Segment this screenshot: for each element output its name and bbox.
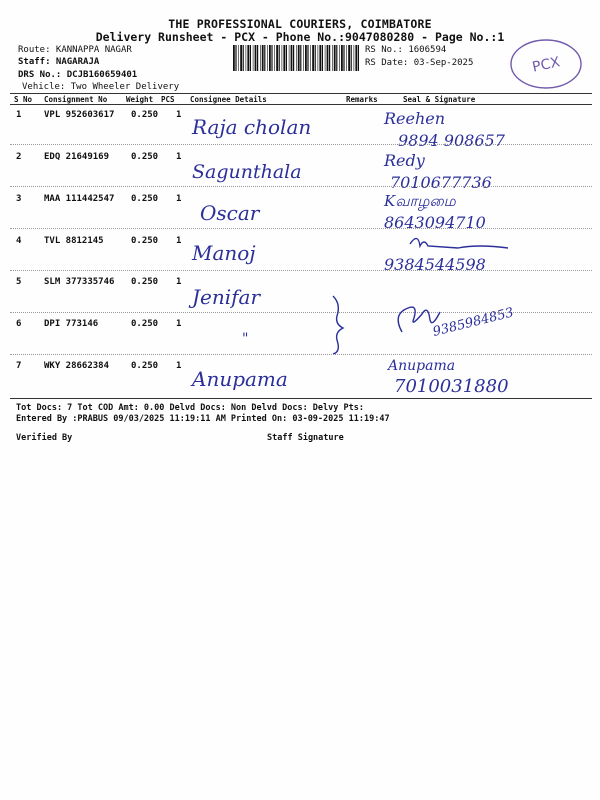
svg-text:Jenifar: Jenifar xyxy=(192,285,261,309)
row-1-weight: 0.250 xyxy=(131,110,159,120)
barcode-bar xyxy=(260,45,261,71)
barcode-bar xyxy=(269,45,271,71)
barcode-bar xyxy=(343,45,344,71)
row-5-pcs: 1 xyxy=(176,277,182,287)
table-bottom-rule xyxy=(10,398,592,399)
row-7-consignment: WKY 28662384 xyxy=(44,361,110,371)
verified-by-label: Verified By xyxy=(16,433,73,443)
row-divider xyxy=(10,186,592,187)
barcode-bar xyxy=(348,45,350,71)
row-4-consignee-handwriting xyxy=(186,236,346,270)
barcode-bar xyxy=(286,45,287,71)
row-2-sno: 2 xyxy=(16,152,22,162)
barcode-bar xyxy=(267,45,268,71)
staff-signature-label: Staff Signature xyxy=(267,433,344,443)
barcode-bar xyxy=(246,45,247,71)
row-3-weight: 0.250 xyxy=(131,194,159,204)
svg-text:": " xyxy=(242,331,249,347)
svg-text:Redy: Redy xyxy=(384,151,425,170)
row-1-pcs: 1 xyxy=(176,110,182,120)
barcode-bar xyxy=(339,45,340,71)
col-header-consignee: Consignee Details xyxy=(190,95,267,104)
col-header-sno: S No xyxy=(14,95,33,104)
staff-label: Staff: NAGARAJA xyxy=(18,57,100,67)
svg-text:Raja cholan: Raja cholan xyxy=(192,115,312,139)
barcode-bar xyxy=(264,45,265,71)
barcode-bar xyxy=(247,45,249,71)
drs-number: DRS No.: DCJB160659401 xyxy=(18,70,138,80)
row-3-consignee-handwriting xyxy=(186,196,346,230)
table-top-rule xyxy=(10,93,592,94)
row-3-sno: 3 xyxy=(16,194,22,204)
row-2-consignment: EDQ 21649169 xyxy=(44,152,110,162)
row-4-sno: 4 xyxy=(16,236,22,246)
svg-text:9384544598: 9384544598 xyxy=(384,255,486,274)
barcode-bar xyxy=(305,45,307,71)
svg-text:Kவாழமை: Kவாழமை xyxy=(384,192,456,210)
col-header-remarks: Remarks xyxy=(346,95,378,104)
svg-text:8643094710: 8643094710 xyxy=(384,213,486,232)
barcode-bar xyxy=(341,45,343,71)
brace-mark xyxy=(325,292,355,356)
row-5-6-signature xyxy=(390,280,560,350)
row-2-consignee-handwriting xyxy=(186,154,346,188)
barcode xyxy=(233,45,361,71)
rs-number: RS No.: 1606594 xyxy=(365,45,447,55)
row-7-consignee-handwriting xyxy=(186,362,346,396)
svg-text:Reehen: Reehen xyxy=(384,109,446,128)
row-3-consignment: MAA 111442547 xyxy=(44,194,115,204)
svg-text:Oscar: Oscar xyxy=(200,201,260,225)
barcode-bar xyxy=(240,45,242,71)
col-header-seal-signature: Seal & Signature xyxy=(403,95,476,104)
barcode-bar xyxy=(238,45,239,71)
barcode-bar xyxy=(310,45,311,71)
row-2-weight: 0.250 xyxy=(131,152,159,162)
row-6-sno: 6 xyxy=(16,319,22,329)
barcode-bar xyxy=(318,45,319,71)
table-header-rule xyxy=(10,104,592,105)
barcode-bar xyxy=(354,45,355,71)
col-header-consignment: Consignment No xyxy=(44,95,108,104)
barcode-bar xyxy=(293,45,294,71)
barcode-bar xyxy=(255,45,257,71)
barcode-bar xyxy=(300,45,301,71)
row-4-consignment: TVL 8812145 xyxy=(44,236,104,246)
row-7-pcs: 1 xyxy=(176,361,182,371)
barcode-bar xyxy=(289,45,290,71)
barcode-bar xyxy=(235,45,236,71)
barcode-bar xyxy=(296,45,297,71)
pcx-stamp xyxy=(508,38,584,90)
barcode-bar xyxy=(303,45,304,71)
entered-by-line: Entered By :PRABUS 09/03/2025 11:19:11 AM Printed On: 03-09-2025 11:19:47 xyxy=(16,414,390,424)
row-7-sno: 7 xyxy=(16,361,22,371)
barcode-bar xyxy=(271,45,272,71)
route-label: Route: KANNAPPA NAGAR xyxy=(18,45,132,55)
barcode-bar xyxy=(332,45,333,71)
row-5-sno: 5 xyxy=(16,277,22,287)
vehicle-label: Vehicle: Two Wheeler Delivery xyxy=(22,82,180,92)
row-1-consignment: VPL 952603617 xyxy=(44,110,115,120)
barcode-bar xyxy=(315,45,316,71)
barcode-bar xyxy=(319,45,321,71)
col-header-pcs: PCS xyxy=(161,95,175,104)
barcode-bar xyxy=(325,45,326,71)
svg-text:Sagunthala: Sagunthala xyxy=(192,161,302,183)
barcode-bar xyxy=(243,45,244,71)
row-5-consignee-handwriting xyxy=(186,280,346,314)
barcode-bar xyxy=(262,45,264,71)
barcode-bar xyxy=(336,45,337,71)
row-6-consignment: DPI 773146 xyxy=(44,319,99,329)
row-1-consignee-handwriting xyxy=(186,110,346,144)
barcode-bar xyxy=(322,45,323,71)
row-1-sno: 1 xyxy=(16,110,22,120)
row-7-weight: 0.250 xyxy=(131,361,159,371)
svg-text:9385984853: 9385984853 xyxy=(431,305,516,340)
row-5-weight: 0.250 xyxy=(131,277,159,287)
row-6-weight: 0.250 xyxy=(131,319,159,329)
barcode-bar xyxy=(250,45,251,71)
barcode-bar xyxy=(355,45,357,71)
barcode-bar xyxy=(279,45,280,71)
row-divider xyxy=(10,270,592,271)
svg-text:Anupama: Anupama xyxy=(192,367,288,391)
barcode-bar xyxy=(351,45,352,71)
barcode-bar xyxy=(283,45,285,71)
barcode-bar xyxy=(346,45,347,71)
col-header-weight: Weight xyxy=(126,95,154,104)
svg-text:Anupama: Anupama xyxy=(388,358,456,374)
barcode-bar xyxy=(276,45,278,71)
row-7-signature xyxy=(384,352,584,398)
barcode-bar xyxy=(298,45,300,71)
row-5-consignment: SLM 377335746 xyxy=(44,277,115,287)
svg-text:Manoj: Manoj xyxy=(192,241,256,265)
row-2-pcs: 1 xyxy=(176,152,182,162)
row-divider xyxy=(10,144,592,145)
row-3-pcs: 1 xyxy=(176,194,182,204)
barcode-bar xyxy=(291,45,293,71)
barcode-bar xyxy=(327,45,329,71)
barcode-bar xyxy=(329,45,330,71)
barcode-bar xyxy=(282,45,283,71)
barcode-bar xyxy=(233,45,235,71)
row-6-ditto-mark xyxy=(230,325,270,349)
svg-text:9894 908657: 9894 908657 xyxy=(398,131,505,150)
row-divider xyxy=(10,228,592,229)
barcode-bar xyxy=(257,45,258,71)
barcode-bar xyxy=(307,45,308,71)
row-4-pcs: 1 xyxy=(176,236,182,246)
barcode-bar xyxy=(334,45,336,71)
totals-line: Tot Docs: 7 Tot COD Amt: 0.00 Delvd Docs: Non Delvd Docs: Delvy Pts: xyxy=(16,403,364,413)
barcode-bar xyxy=(274,45,275,71)
svg-text:7010677736: 7010677736 xyxy=(390,173,492,192)
svg-text:7010031880: 7010031880 xyxy=(394,376,509,397)
stamp-text: PCX xyxy=(530,54,562,76)
barcode-bar xyxy=(312,45,314,71)
barcode-bar xyxy=(253,45,254,71)
runsheet-subtitle: Delivery Runsheet - PCX - Phone No.:9047080280 - Page No.:1 xyxy=(95,30,505,44)
rs-date: RS Date: 03-Sep-2025 xyxy=(365,58,474,68)
barcode-bar xyxy=(358,45,359,71)
company-title: THE PROFESSIONAL COURIERS, COIMBATORE xyxy=(168,17,432,31)
row-6-pcs: 1 xyxy=(176,319,182,329)
row-4-weight: 0.250 xyxy=(131,236,159,246)
